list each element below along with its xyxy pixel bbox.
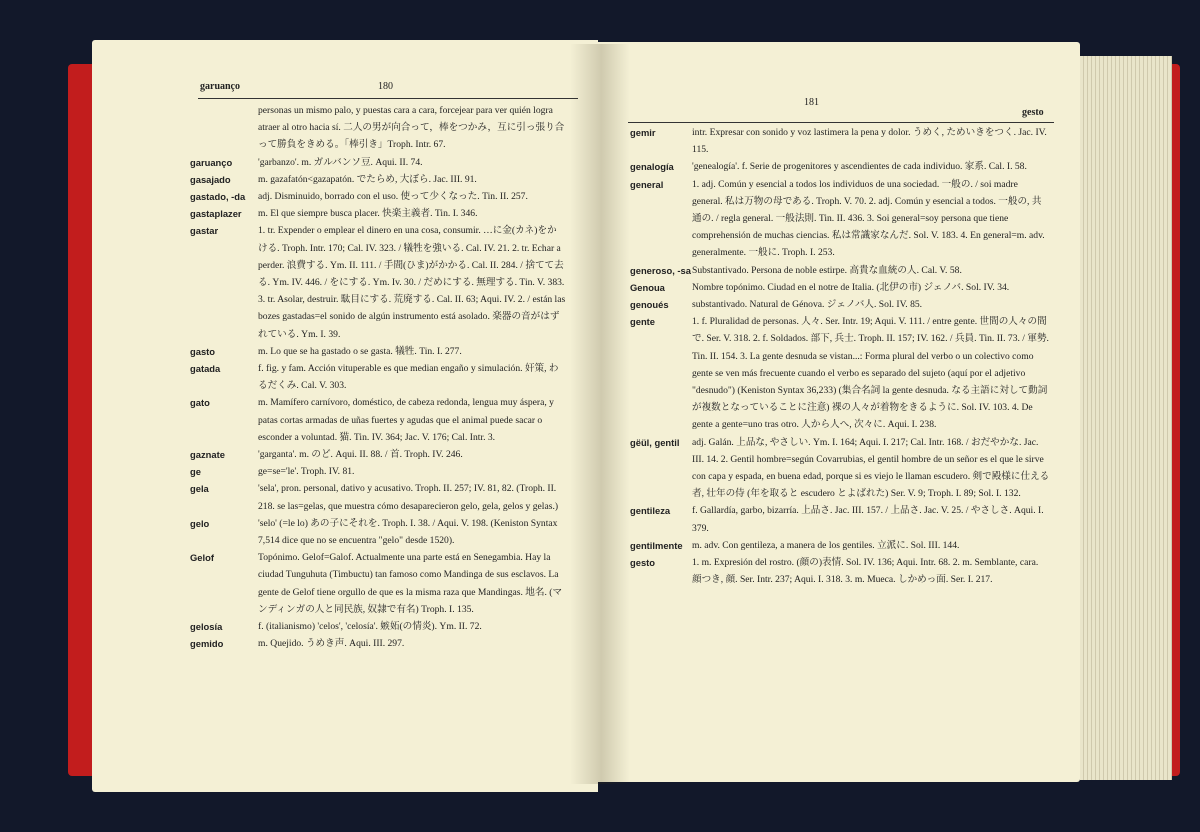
dictionary-entry (190, 188, 566, 205)
entry-headword: gasto (190, 345, 216, 357)
entry-definition: m. gazafatón<gazapatón. でたらめ, 大ぼら. Jac. III. 91. (258, 173, 477, 185)
entry-definition: 1. m. Expresión del rostro. (顔の)表情. Sol. IV. 136; Aqui. Intr. 68. 2. m. Semblante, cara. 顔つき, 顔. Ser. Intr. 237; Aqui. I. 318. 3. m. Mueca. しかめっ面. Ser. I. 217. (692, 557, 1039, 586)
right-running-head: gesto (1022, 107, 1044, 118)
entry-headword: gesto (630, 557, 656, 569)
entry-headword: gentilmente (630, 539, 683, 551)
entry-definition: 'garbanzo'. m. ガルバンソ豆. Aqui. II. 74. (258, 156, 423, 168)
entry-definition: Substantivado. Persona de noble estirpe. 高貴な血統の人. Cal. V. 58. (692, 264, 962, 276)
right-head-rule (628, 122, 1054, 123)
entry-definition: 1. tr. Expender o emplear el dinero en una cosa, consumir. …に金(カネ)をかける. Troph. Intr. 170; Cal. IV. 323. / 犠牲を強いる. Cal. IV. 21. 2. tr. Echar a perder. 浪費する. Ym. II. 111. / 手間(ひま)がかかる. Cal. II. 284. / 捨てて去る. Ym. IV. 446. / をにする. Ym. Iv. 30. / だめにする. 無理する. Tin. V. 383. 3. tr. Asolar, destruir. 駄目にする. 荒廃する. Cal. II. 63; Aqui. IV. 2. / están las bozes gastadas=el sonido de algún instrumento está asolado. 楽器の音がはずれている. Ym. I. 39. (258, 225, 566, 340)
entry-headword: gëül, gentil (630, 436, 680, 448)
left-page (92, 40, 598, 792)
right-page (598, 42, 1080, 782)
dictionary-entry (190, 343, 566, 360)
entry-definition: 'garganta'. m. のど. Aqui. II. 88. / 首. Troph. IV. 246. (258, 449, 463, 461)
dictionary-entry (190, 205, 566, 222)
entry-definition: m. Lo que se ha gastado o se gasta. 犠牲. Tin. I. 277. (258, 345, 462, 357)
dictionary-entry (630, 262, 1050, 279)
dictionary-entry (630, 313, 1050, 433)
entry-headword: Genoua (630, 281, 665, 293)
entry-definition: m. El que siempre busca placer. 快楽主義者. Tin. I. 346. (258, 208, 478, 220)
left-running-head: garuanço (200, 81, 240, 92)
right-page-number: 181 (804, 97, 819, 108)
entry-definition: Topónimo. Gelof=Galof. Actualmente una parte está en Senegambia. Hay la ciudad Tunguhuta (Timbuctu) tan famoso como Mandinga de sus esclavos. La gente de Gelof tiene orgullo de que es la misma raza que Mandingas. 地名. (マンディンガの人と同民族, 奴隷で有名) Troph. I. 135. (258, 552, 563, 615)
entry-headword: gentileza (630, 505, 671, 517)
entry-headword: gasajado (190, 173, 231, 185)
entry-definition: 'sela', pron. personal, dativo y acusativo. Troph. II. 257; IV. 81, 82. (Troph. II. 218. se las=gelas, que muestra cómo desaparecieron gelo, gela, gelos y gelas.) (258, 483, 559, 512)
entry-headword: gemir (630, 127, 656, 138)
dictionary-entry (190, 463, 566, 480)
entry-definition: f. fig. y fam. Acción vituperable es que median engaño y simulación. 奸策, わるだくみ. Cal. V. 303. (258, 363, 559, 392)
right-entries (630, 124, 1050, 588)
dictionary-entry (630, 158, 1050, 175)
left-head-rule (198, 98, 578, 99)
dictionary-entry (630, 124, 1050, 158)
entry-headword: gastado, -da (190, 191, 246, 203)
entry-headword: gelosía (190, 621, 223, 633)
dictionary-entry (630, 502, 1050, 536)
entry-headword: gemido (190, 638, 224, 650)
dictionary-entry (630, 296, 1050, 313)
entry-definition: substantivado. Natural de Génova. ジェノバ人. Sol. IV. 85. (692, 299, 923, 311)
dictionary-entry (190, 154, 566, 171)
left-continuation: personas un mismo palo, y puestas cara a cara, forcejear para ver quién logra atraer al otro hacia sí. 二人の男が向合って，棒をつかみ，互に引っ張り合って勝負をきめる。「棒引き」Troph. Intr. 67. (258, 105, 565, 151)
dictionary-entry (630, 176, 1050, 262)
entry-definition: Nombre topónimo. Ciudad en el notre de Italia. (北伊の市) ジェノバ. Sol. IV. 34. (692, 281, 1010, 293)
dictionary-entry (190, 171, 566, 188)
entry-headword: gela (190, 483, 209, 495)
dictionary-entry (190, 635, 566, 652)
entry-headword: gastar (190, 225, 219, 237)
entry-definition: intr. Expresar con sonido y voz lastimera la pena y dolor. うめく, ためいきをつく. Jac. IV. 115. (692, 127, 1047, 156)
left-page-number: 180 (378, 81, 393, 92)
entry-definition: 'genealogía'. f. Serie de progenitores y ascendientes de cada individuo. 家系. Cal. I. 58. (692, 161, 1027, 173)
dictionary-entry (190, 222, 566, 342)
entry-headword: genoués (630, 299, 669, 311)
entry-definition: adj. Galán. 上品な, やさしい. Ym. I. 164; Aqui. I. 217; Cal. Intr. 168. / おだやかな. Jac. III. 14. 2. Gentil hombre=según Covarrubias, el gentil hombre de un señor es el que le sirve con capa y espada, en buena edad, porque si es viejo le llaman escudero. 剣で殿様に仕える者, 壮年の侍 (年を取ると escudero とよばれた) Ser. V. 9; Troph. I. 89; Sol. I. 132. (692, 436, 1050, 500)
dictionary-entry (190, 360, 566, 394)
entry-definition: m. Mamífero carnívoro, doméstico, de cabeza redonda, lengua muy áspera, y patas cortas armadas de uñas fuertes y agudas que el animal puede sacar o esconder a voluntad. 猫. Tin. IV. 364; Jac. V. 176; Cal. Intr. 3. (258, 397, 554, 443)
dictionary-entry (190, 394, 566, 446)
entry-headword: general (630, 178, 664, 190)
entry-headword: generoso, -sa (630, 264, 691, 276)
entry-definition: f. Gallardía, garbo, bizarría. 上品さ. Jac. III. 157. / 上品さ. Jac. V. 25. / やさしさ. Aqui. I. 379. (692, 505, 1044, 534)
entry-headword: genalogía (630, 161, 674, 173)
left-entries (190, 102, 566, 653)
entry-headword: Gelof (190, 552, 214, 564)
entry-definition: f. (italianismo) 'celos', 'celosía'. 嫉妬(の情炎). Ym. II. 72. (258, 621, 482, 633)
dictionary-entry (630, 434, 1050, 503)
entry-headword: gaznate (190, 449, 225, 461)
entry-definition: 1. f. Pluralidad de personas. 人々. Ser. Intr. 19; Aqui. V. 111. / entre gente. 世間の人々の間で. Ser. V. 318. 2. f. Soldados. 部下, 兵士. Troph. II. 157; IV. 162. / 兵員. Tin. II. 73. / 軍勢. Tin. II. 154. 3. La gente desnuda se vistan...: Forma plural del verbo o un colectivo como gente se ven más frecuente cuando el verbo es separado del sujeto (aquí por el adjetivo "desnudo") (Keniston Syntax 36,233) (集合名詞 la gente desnuda. なる主語に対して動詞が複数となっていることに注意) 裸の人々が着物をきるように. Sol. IV. 103. 4. De gente a gente=uno tras otro. 人から人へ, 次々に. Aqui. I. 238. (692, 316, 1049, 431)
dictionary-entry (190, 480, 566, 514)
entry-definition: 'selo' (=le lo) あの子にそれを. Troph. I. 38. / Aqui. V. 198. (Keniston Syntax 7,514 dice que no se encuentra "gelo" desde 1520). (258, 517, 558, 547)
dictionary-entry (190, 515, 566, 549)
dictionary-entry (190, 446, 566, 463)
entry-headword: gelo (190, 517, 210, 529)
entry-headword: ge (190, 466, 201, 478)
dictionary-entry (190, 618, 566, 635)
entry-definition: m. Quejido. うめき声. Aqui. III. 297. (258, 638, 405, 650)
dictionary-entry (630, 537, 1050, 554)
entry-definition: m. adv. Con gentileza, a manera de los gentiles. 立派に. Sol. III. 144. (692, 539, 960, 551)
entry-definition: adj. Disminuido, borrado con el uso. 使って少くなった. Tin. II. 257. (258, 191, 528, 203)
entry-headword: gatada (190, 363, 221, 375)
entry-headword: gato (190, 397, 210, 409)
entry-headword: gastaplazer (190, 208, 242, 220)
dictionary-entry (630, 554, 1050, 588)
dictionary-entry (630, 279, 1050, 296)
entry-headword: gente (630, 316, 656, 328)
entry-definition: 1. adj. Común y esencial a todos los individuos de una sociedad. 一般の. / soi madre general. 私は万物の母である. Troph. V. 70. 2. adj. Común y esencial a todos. 一般の, 共通の. / regla general. 一般法則. Tin. II. 436. 3. Soi general=soy persona que tiene comprehensión de muchas ciencias. 私は常識家なんだ. Sol. V. 183. 4. En general=m. adv. generalmente. 一般に. Troph. I. 253. (692, 178, 1045, 259)
entry-headword: garuanço (190, 156, 233, 168)
entry-definition: ge=se='le'. Troph. IV. 81. (258, 466, 355, 478)
page-edges (1080, 56, 1172, 780)
dictionary-entry (190, 549, 566, 618)
